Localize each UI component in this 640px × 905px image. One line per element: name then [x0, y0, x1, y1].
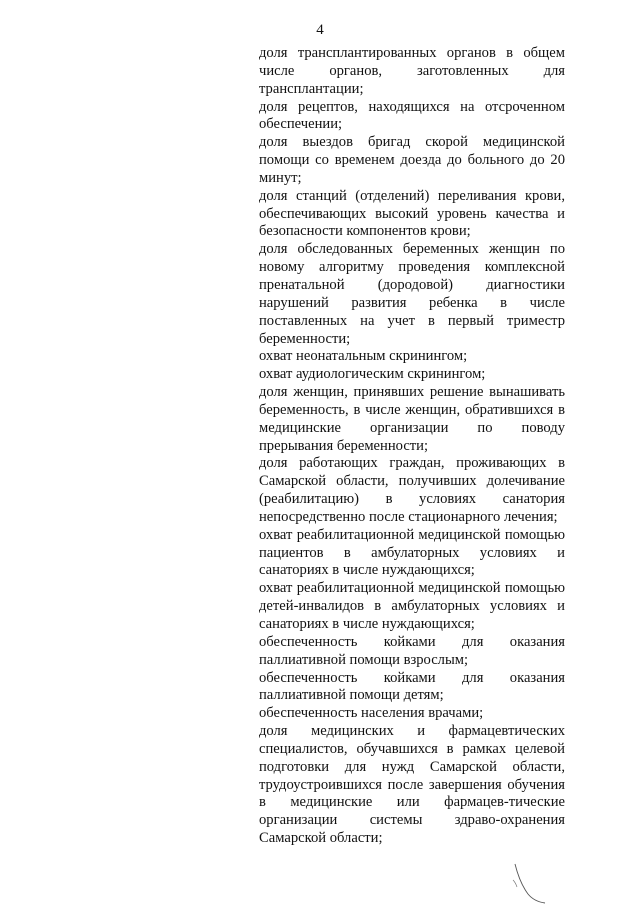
list-item: доля медицинских и фармацевтических специалистов, обучавшихся в рамках целевой подготовки для нужд Самарской области, трудоустроившихся после завершения обучения в медицинские или фармацев-тические организации системы здраво-охранения Самарской области;: [259, 723, 565, 847]
list-item: охват реабилитационной медицинской помощью детей-инвалидов в амбулаторных условиях и санаториях в числе нуждающихся;: [259, 580, 565, 632]
list-item: обеспеченность койками для оказания паллиативной помощи детям;: [259, 669, 565, 704]
list-item: охват реабилитационной медицинской помощью пациентов в амбулаторных условиях и санаториях в числе нуждающихся;: [259, 526, 565, 579]
list-item: доля рецептов, находящихся на отсроченном обеспечении;: [259, 98, 565, 133]
page-number: 4: [316, 22, 324, 38]
list-item: обеспеченность населения врачами;: [259, 705, 484, 722]
list-item: доля обследованных беременных женщин по новому алгоритму проведения комплексной пренатальной (дородовой) диагностики нарушений развития ребенка в числе поставленных на учет в первый триместр беременности;: [259, 241, 565, 347]
list-item: доля женщин, принявших решение вынашивать беременность, в числе женщин, обратившихся в медицинские организации по поводу прерывания беременности;: [259, 384, 565, 454]
list-item: доля выездов бригад скорой медицинской помощи со временем доезда до больного до 20 минут;: [259, 134, 565, 186]
list-item: охват неонатальным скринингом;: [259, 348, 468, 365]
list-item: охват аудиологическим скринингом;: [259, 366, 486, 383]
list-item: доля трансплантированных органов в общем числе органов, заготовленных для трансплантации;: [259, 45, 565, 97]
list-item: доля станций (отделений) переливания крови, обеспечивающих высокий уровень качества и безопасности компонентов крови;: [259, 187, 565, 240]
list-item: обеспеченность койками для оказания паллиативной помощи взрослым;: [259, 633, 565, 668]
indicator-list: [259, 45, 565, 848]
signature-mark: [512, 862, 546, 904]
list-item: доля работающих граждан, проживающих в Самарской области, получивших долечивание (реабилитацию) в условиях санатория непосредственно после стационарного лечения;: [259, 455, 565, 525]
